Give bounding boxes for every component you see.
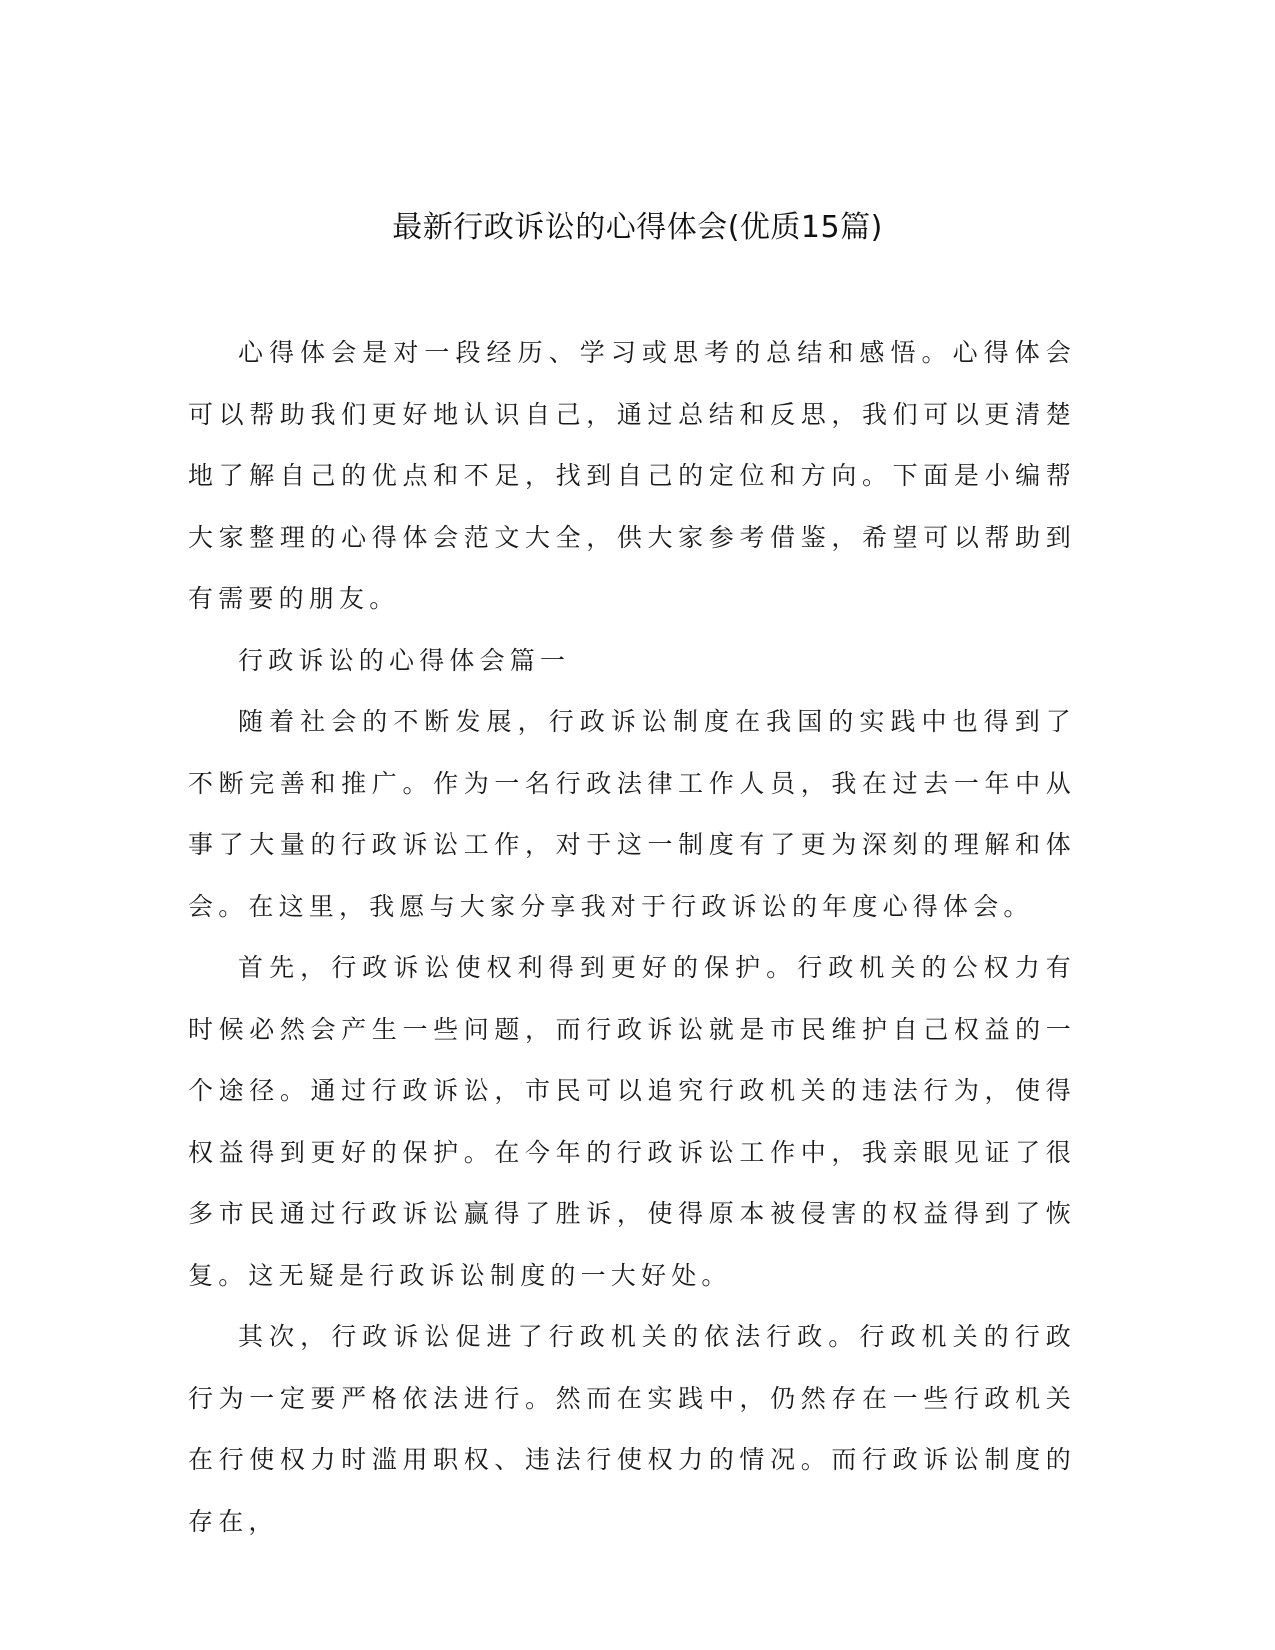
body-paragraph: 首先，行政诉讼使权利得到更好的保护。行政机关的公权力有时候必然会产生一些问题，而行政诉讼就是市民维护自己权益的一个途径。通过行政诉讼，市民可以追究行政机关的违法行为，使得权益得到更好的保护。在今年的行政诉讼工作中，我亲眼见证了很多市民通过行政诉讼赢得了胜诉，使得原本被侵害的权益得到了恢复。这无疑是行政诉讼制度的一大好处。 <box>188 953 1076 1290</box>
body-paragraph: 随着社会的不断发展，行政诉讼制度在我国的实践中也得到了不断完善和推广。作为一名行政法律工作人员，我在过去一年中从事了大量的行政诉讼工作，对于这一制度有了更为深刻的理解和体会。在这里，我愿与大家分享我对于行政诉讼的年度心得体会。 <box>188 707 1076 921</box>
document-title: 最新行政诉讼的心得体会(优质15篇) <box>392 210 883 245</box>
section-heading: 行政诉讼的心得体会篇一 <box>238 645 571 675</box>
body-paragraph: 其次，行政诉讼促进了行政机关的依法行政。行政机关的行政行为一定要严格依法进行。然而在实践中，仍然存在一些行政机关在行使权力时滥用职权、违法行使权力的情况。而行政诉讼制度的存在， <box>188 1322 1076 1536</box>
intro-paragraph: 心得体会是对一段经历、学习或思考的总结和感悟。心得体会可以帮助我们更好地认识自己，通过总结和反思，我们可以更清楚地了解自己的优点和不足，找到自己的定位和方向。下面是小编帮大家整理的心得体会范文大全，供大家参考借鉴，希望可以帮助到有需要的朋友。 <box>188 338 1076 613</box>
document-body <box>188 322 1076 1552</box>
